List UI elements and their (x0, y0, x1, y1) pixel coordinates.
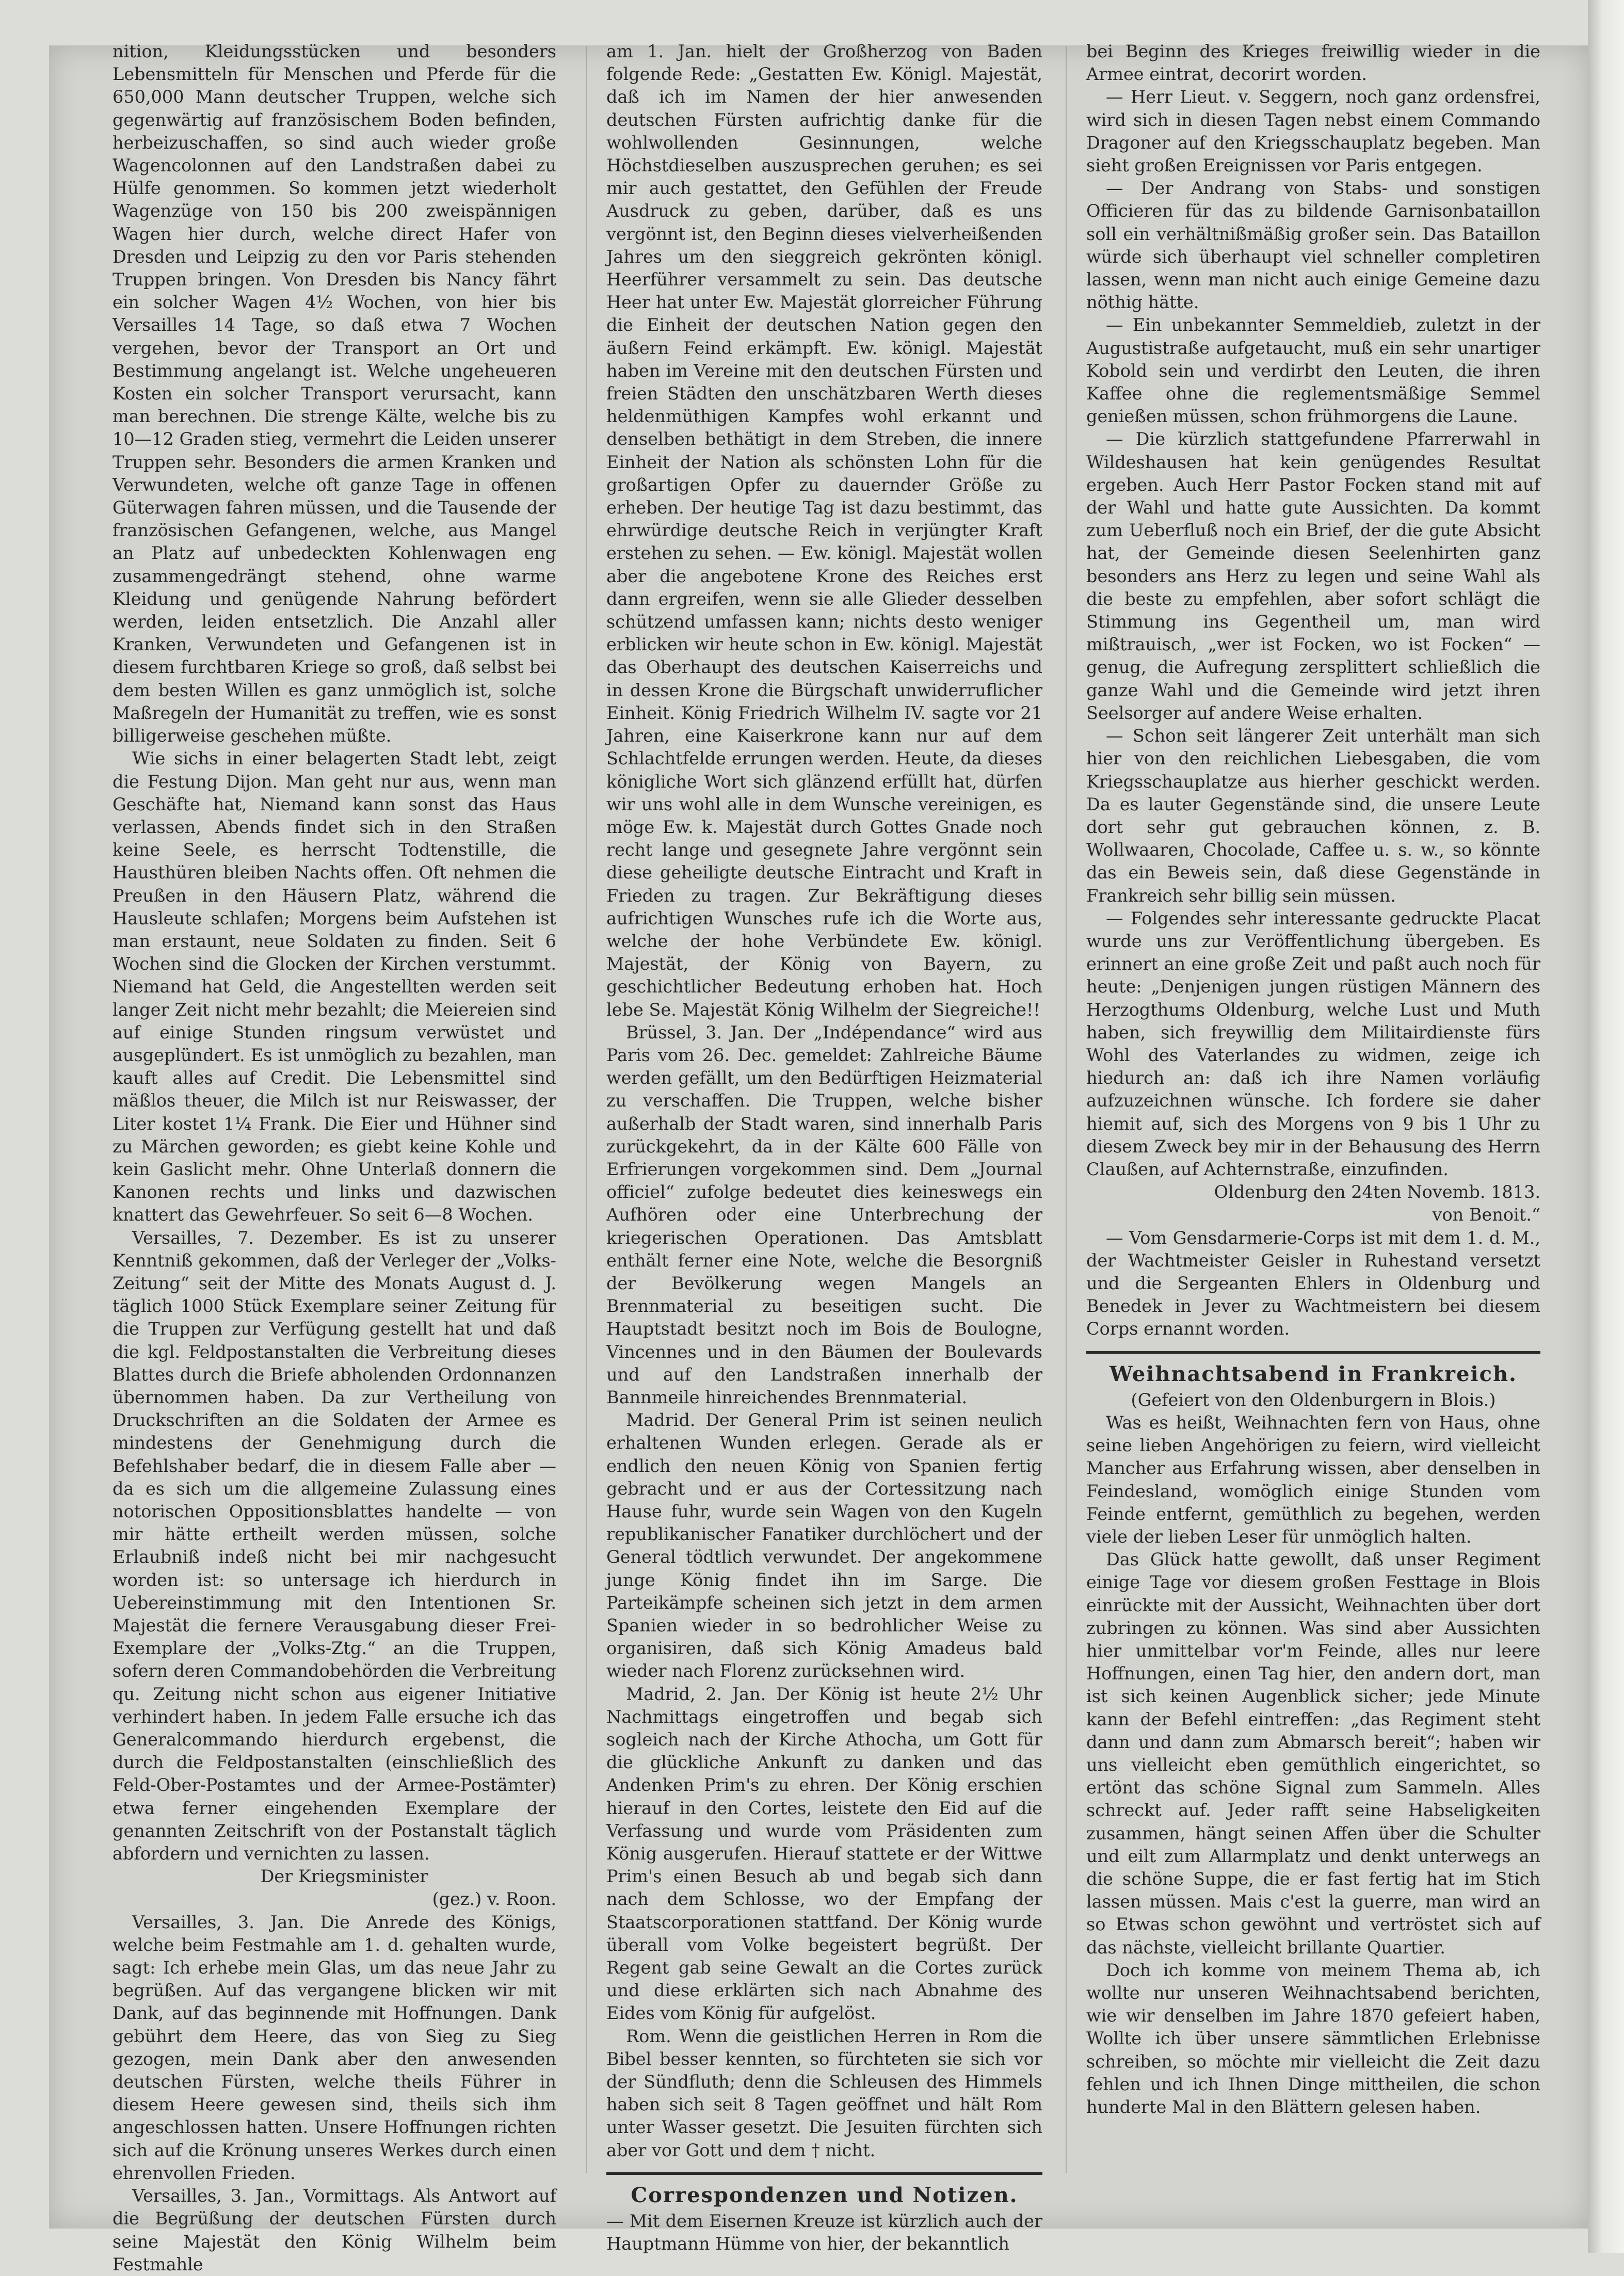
article-versailles-speech: Versailles, 3. Jan. Die Anrede des Königs, welche beim Festmahle am 1. d. gehalten wurde, sagt: Ich erhebe mein Glas, um das neue Jahr zu begrüßen. Auf das vergangene blicken wir mit Dank, auf das beginnende mit Hoffnungen. Dank gebührt dem Heere, das von Sieg zu Sieg gezogen, mein Dank aber den anwesenden deutschen Fürsten, welche theils Führer in diesem Heere gewesen sind, theils sich ihm angeschlossen hatten. Unsere Hoffnungen richten sich auf die Krönung unseres Werkes durch einen ehrenvollen Frieden. (112, 1912, 556, 2183)
notice-paragraph: — Ein unbekannter Semmeldieb, zuletzt in der Augustistraße aufgetaucht, muß ein sehr unartiger Kobold sein und verdirbt den Leuten, die ihren Kaffee ohne die reglementsmäßige Semmel genießen müssen, schon frühmorgens die Laune. (1086, 315, 1540, 427)
notice-paragraph: — Der Andrang von Stabs- und sonstigen Officieren für das zu bildende Garnisonbataillon soll ein verhältnißmäßig großer sein. Das Bataillon würde sich überhaupt viel schneller completiren lassen, wenn man nicht auch einige Gemeine dazu nöthig hätte. (1086, 178, 1540, 313)
article-versailles-decree: Versailles, 7. Dezember. Es ist zu unserer Kenntniß gekommen, daß der Verleger der „Volks-Zeitung“ seit der Mitte des Monats August d. J. täglich 1000 Stück Exemplare seiner Zeitung für die Truppen zur Verfügung gestellt hat und daß die kgl. Feldpostanstalten die Verbreitung dieses Blattes durch die Briefe abholenden Ordonnanzen übernommen haben. Da zur Vertheilung von Druckschriften an die Soldaten der Armee es mindestens der Genehmigung durch die Befehlshaber bedarf, die in diesem Falle aber — da es sich um die allgemeine Zulassung eines notorischen Oppositionsblattes handelte — von mir hätte ertheilt werden müssen, solche Erlaubniß indeß nicht bei mir nachgesucht worden ist: so untersage ich hierdurch in Uebereinstimmung mit den Intentionen Sr. Majestät die fernere Verausgabung dieser Frei-Exemplare der „Volks-Ztg.“ an die Truppen, sofern deren Commandobehörden die Verbreitung qu. Zeitung nicht schon aus eigener Initiative verhindert haben. In jedem Falle ersuche ich das Generalcommando hierdurch ergebenst, die durch die Feldpostanstalten (einschließlich des Feld-Ober-Postamtes und der Armee-Postämter) etwa ferner eingehenden Exemplare der genannten Zeitschrift von der Postanstalt täglich abfordern und vernichten zu lassen. (112, 1227, 556, 1864)
article-madrid-2: Madrid, 2. Jan. Der König ist heute 2½ Uhr Nachmittags eingetroffen und begab sich sogleich nach der Kirche Athocha, um Gott für die glückliche Ankunft zu danken und das Andenken Prim's zu ehren. Der König erschien hierauf in den Cortes, leistete den Eid auf die Verfassung und wurde vom Präsidenten zum König ausgerufen. Hierauf stattete er der Wittwe Prim's einen Besuch ab und begab sich dann nach dem Schlosse, wo der Empfang der Staatscorporationen stattfand. Der König wurde überall vom Volke begeistert begrüßt. Der Regent gab seine Gewalt an die Cortes zurück und diese erklärten sich nach Abnahme des Eides vom König für aufgelöst. (606, 1684, 1042, 2024)
notice-paragraph: bei Beginn des Krieges freiwillig wieder in die Armee eintrat, decorirt worden. (1086, 41, 1540, 85)
article-paragraph: am 1. Jan. hielt der Großherzog von Baden folgende Rede: „Gestatten Ew. Königl. Majestät, daß ich im Namen der hier anwesenden deutschen Fürsten aufrichtig danke für die wohlwollenden Gesinnungen, welche Höchstdieselben auszusprechen geruhen; es sei mir auch gestattet, den Gefühlen der Freude Ausdruck zu geben, darüber, daß es uns vergönnt ist, den Beginn dieses vielverheißenden Jahres um den sieggreich gekrönten königl. Heerführer versammelt zu sein. Das deutsche Heer hat unter Ew. Majestät glorreicher Führung die Einheit der deutschen Nation gegen den äußern Feind erkämpft. Ew. königl. Majestät haben im Vereine mit den deutschen Fürsten und freien Städten den unschätzbaren Werth dieses heldenmüthigen Kampfes wohl erkannt und denselben bethätigt in dem Streben, die innere Einheit der Nation als schönsten Lohn für die großartigen Opfer zu dauernder Größe zu erheben. Der heutige Tag ist dazu bestimmt, das ehrwürdige deutsche Reich in verjüngter Kraft erstehen zu sehen. — Ew. königl. Majestät wollen aber die angebotene Krone des Reiches erst dann ergreifen, wenn sie alle Glieder desselben schützend umfassen kann; nichts desto weniger erblicken wir heute schon in Ew. königl. Majestät das Oberhaupt des deutschen Kaiserreichs und in dessen Krone die Bürgschaft unwiderruflicher Einheit. König Friedrich Wilhelm IV. sagte vor 21 Jahren, eine Kaiserkrone kann nur auf dem Schlachtfelde errungen werden. Heute, da dieses königliche Wort sich glänzend erfüllt hat, dürfen wir uns wohl alle in dem Wunsche vereinigen, es möge Ew. k. Majestät durch Gottes Gnade noch recht lange und gesegnete Jahre vergönnt sein diese geheiligte deutsche Eintracht und Kraft in Frieden zu tragen. Zur Bekräftigung dieses aufrichtigen Wunsches rufe ich die Worte aus, welche der hohe Verbündete Ew. königl. Majestät, der König von Bayern, zu geschichtlicher Bedeutung erhoben hat. Hoch lebe Se. Majestät König Wilhelm der Siegreiche!! (606, 41, 1042, 1020)
notice-placat: — Folgendes sehr interessante gedruckte Placat wurde uns zur Veröffentlichung übergeben. Es erinnert an eine große Zeit und paßt auch noch für heute: „Denjenigen jungen rüstigen Männern des Herzogthums Oldenburg, welche Lust und Muth haben, sich freywillig dem Militairdienste fürs Wohl des Vaterlandes zu widmen, zeige ich hiedurch an: daß ich ihre Namen vorläufig aufzuzeichnen wünsche. Ich fordere sie daher hiemit auf, sich des Morgens von 9 bis 1 Uhr zu diesem Zweck bey mir in der Behausung des Herrn Claußen, auf Achternstraße, einzufinden. (1086, 908, 1540, 1179)
column-3 (1086, 40, 1540, 2119)
signature-title: Der Kriegsminister (260, 1866, 428, 1887)
feuilleton-subheading: (Gefeiert von den Oldenburgern in Blois.) (1131, 1389, 1496, 1410)
article-madrid: Madrid. Der General Prim ist seinen neulich erhaltenen Wunden erlegen. Gerade als er endlich den neuen König von Spanien fertig gebracht und er aus der Cortessitzung nach Hause fuhr, wurde sein Wagen von den Kugeln republikanischer Fanatiker durchlöchert und der General tödtlich verwundet. Der angekommene junge König findet ihn im Sarge. Die Parteikämpfe scheinen sich jetzt in dem armen Spanien wieder in so bedrohlicher Weise zu organisiren, daß sich König Amadeus bald wieder nach Florenz zurücksehnen wird. (606, 1410, 1042, 1681)
notice-paragraph: — Vom Gensdarmerie-Corps ist mit dem 1. d. M., der Wachtmeister Geisler in Ruhestand versetzt und die Sergeanten Ehlers in Oldenburg und Benedek in Jever zu Wachtmeistern bei diesem Corps ernannt worden. (1086, 1227, 1540, 1339)
column-divider (1066, 46, 1067, 2173)
feuilleton-paragraph: Das Glück hatte gewollt, daß unser Regiment einige Tage vor diesem großen Festtage in Blois einrückte mit der Aussicht, Weihnachten über dort zubringen zu können. Was sind aber Aussichten hier unmittelbar vor'm Feinde, alles nur leere Hoffnungen, einen Tag hier, den andern dort, man ist sich keinen Augenblick sicher; jede Minute kann der Befehl eintreffen: „das Regiment steht dann und dann zum Abmarsch bereit“; haben wir uns vielleicht eben gemüthlich eingerichtet, so ertönt das schöne Signal zum Sammeln. Alles schreckt auf. Jeder rafft seine Habseligkeiten zusammen, hängt seinen Affen über die Schulter und eilt zum Allarmplatz und denkt unterwegs an die schöne Suppe, die er fast fertig hat im Stich lassen müssen. Mais c'est la guerre, man wird an so Etwas schon gewöhnt und vertröstet sich auf das nächste, vielleicht brillante Quartier. (1086, 1549, 1540, 1958)
placat-signature: von Benoit.“ (1432, 1205, 1540, 1225)
notice-paragraph: — Mit dem Eisernen Kreuze ist kürzlich auch der Hauptmann Hümme von hier, der bekanntlich (606, 2211, 1042, 2254)
article-paragraph: nition, Kleidungsstücken und besonders Lebensmitteln für Menschen und Pferde für die 650,000 Mann deutscher Truppen, welche sich gegenwärtig auf französischem Boden befinden, herbeizuschaffen, so sind auch wieder große Wagencolonnen auf den Landstraßen dabei zu Hülfe genommen. So kommen jetzt wiederholt Wagenzüge von 150 bis 200 zweispännigen Wagen hier durch, welche direct Hafer von Dresden und Leipzig zu den vor Paris stehenden Truppen bringen. Von Dresden bis Nancy fährt ein solcher Wagen 4½ Wochen, von hier bis Versailles 14 Tage, so daß etwa 7 Wochen vergehen, bevor der Transport an Ort und Bestimmung angelangt ist. Welche ungeheueren Kosten ein solcher Transport verursacht, kann man berechnen. Die strenge Kälte, welche bis zu 10—12 Graden stieg, vermehrt die Leiden unserer Truppen sehr. Besonders die armen Kranken und Verwundeten, welche oft ganze Tage in offenen Güterwagen fahren müssen, und die Tausende der französischen Gefangenen, welche, aus Mangel an Platz auf unbedeckten Kohlenwagen eng zusammengedrängt stehend, ohne warme Kleidung und genügende Nahrung befördert werden, leiden entsetzlich. Die Anzahl aller Kranken, Verwundeten und Gefangenen ist in diesem furchtbaren Kriege so groß, daß selbst bei dem besten Willen es ganz unmöglich ist, solche Maßregeln der Humanität zu treffen, wie es sonst billigerweise geschehen müßte. (112, 41, 556, 746)
notice-paragraph: — Herr Lieut. v. Seggern, noch ganz ordensfrei, wird sich in diesen Tagen nebst einem Commando Dragoner auf den Kriegsschauplatz begeben. Man sieht großen Ereignissen vor Paris entgegen. (1086, 87, 1540, 176)
article-paragraph: Wie sichs in einer belagerten Stadt lebt, zeigt die Festung Dijon. Man geht nur aus, wenn man Geschäfte hat, Niemand kann sonst das Haus verlassen, Abends findet sich in den Straßen keine Seele, es herrscht Todtenstille, die Hausthüren bleiben Nachts offen. Oft nehmen die Preußen in den Häusern Platz, während die Hausleute schlafen; Morgens beim Aufstehen ist man erstaunt, neue Soldaten zu finden. Seit 6 Wochen sind die Glocken der Kirchen verstummt. Niemand hat Geld, die Angestellten werden seit langer Zeit nicht mehr bezahlt; die Meiereien sind auf einige Stunden ringsum verwüstet und ausgeplündert. Es ist unmöglich zu bezahlen, man kauft alles auf Credit. Die Lebensmittel sind mäßlos theuer, die Milch ist nur Reiswasser, der Liter kostet 1¼ Frank. Die Eier und Hühner sind zu Märchen geworden; es giebt keine Kohle und kein Gaslicht mehr. Ohne Unterlaß donnern die Kanonen rechts und links und dazwischen knattert das Gewehrfeuer. So seit 6—8 Wochen. (112, 748, 556, 1225)
section-rule (606, 2172, 1042, 2175)
feuilleton-paragraph: Doch ich komme von meinem Thema ab, ich wollte nur unseren Weihnachtsabend berichten, wie wir denselben im Jahre 1870 gefeiert haben, Wollte ich über unsere sämmtlichen Erlebnisse schreiben, so möchte mir vielleicht die Zeit dazu fehlen und ich Ihnen Dinge mittheilen, die schon hunderte Mal in den Blättern gelesen haben. (1086, 1960, 1540, 2118)
notice-paragraph: — Schon seit längerer Zeit unterhält man sich hier von den reichlichen Liebesgaben, die vom Kriegsschauplatze aus hierher geschickt werden. Da es lauter Gegenstände sind, die unsere Leute dort sehr gut gebrauchen können, z. B. Wollwaaren, Chocolade, Caffee u. s. w., so könnte das ein Beweis sein, daß diese Gegenstände in Frankreich sehr billig sein müssen. (1086, 726, 1540, 906)
article-versailles-reply: Versailles, 3. Jan., Vormittags. Als Antwort auf die Begrüßung der deutschen Fürsten durch seine Majestät den König Wilhelm beim Festmahle (112, 2186, 556, 2274)
placat-date: Oldenburg den 24ten Novemb. 1813. (1214, 1182, 1540, 1203)
page-edge (1588, 0, 1624, 2253)
article-bruessel: Brüssel, 3. Jan. Der „Indépendance“ wird aus Paris vom 26. Dec. gemeldet: Zahlreiche Bäume werden gefällt, um den Bedürftigen Heizmaterial zu verschaffen. Die Truppen, welche bisher außerhalb der Stadt waren, sind innerhalb Paris zurückgekehrt, da in der Kälte 600 Fälle von Erfrierungen vorgekommen sind. Dem „Journal officiel“ zufolge bedeutet dies keineswegs ein Aufhören oder eine Unterbrechung der kriegerischen Operationen. Das Amtsblatt enthält ferner eine Note, welche die Besorgniß der Bevölkerung wegen Mangels an Brennmaterial zu beseitigen sucht. Die Hauptstadt besitzt noch im Bois de Boulogne, Vincennes und in den Bäumen der Boulevards und auf den Landstraßen innerhalb der Bannmeile hinreichendes Brennmaterial. (606, 1022, 1042, 1407)
column-divider (586, 46, 587, 2173)
column-2 (606, 40, 1042, 2256)
article-rom: Rom. Wenn die geistlichen Herren in Rom die Bibel besser kennten, so fürchteten sie sich vor der Sündfluth; denn die Schleusen des Himmels haben sich seit 8 Tagen geöffnet und hält Rom unter Wasser gesetzt. Die Jesuiten fürchten sich aber vor Gott und dem † nicht. (606, 2026, 1042, 2160)
signature-name: (gez.) v. Roon. (432, 1889, 556, 1910)
column-1 (112, 40, 556, 2276)
feuilleton-paragraph: Was es heißt, Weihnachten fern von Haus, ohne seine lieben Angehörigen zu feiern, wird vielleicht Mancher aus Erfahrung wissen, aber denselben in Feindesland, womöglich einige Stunden vom Feinde entfernt, gemüthlich zu begehen, werden viele der lieben Leser für unmöglich halten. (1086, 1412, 1540, 1547)
section-rule (1086, 1351, 1540, 1354)
notice-paragraph: — Die kürzlich stattgefundene Pfarrerwahl in Wildeshausen hat kein genügendes Resultat ergeben. Auch Herr Pastor Focken stand mit auf der Wahl und hatte gute Aussichten. Da kommt zum Ueberfluß noch ein Brief, der die gute Absicht hat, der Gemeinde diesen Seelenhirten ganz besonders ans Herz zu legen und seine Wahl als die beste zu empfehlen, aber sofort schlägt die Stimmung ins Gegentheil um, man wird mißtrauisch, „wer ist Focken, wo ist Focken“ — genug, die Aufregung zersplittert schließlich die ganze Wahl und die Gemeinde wird jetzt ihren Seelsorger auf andere Weise erhalten. (1086, 429, 1540, 723)
section-heading: Correspondenzen und Notizen. (631, 2183, 1018, 2207)
feuilleton-heading: Weihnachtsabend in Frankreich. (1110, 1361, 1517, 1386)
